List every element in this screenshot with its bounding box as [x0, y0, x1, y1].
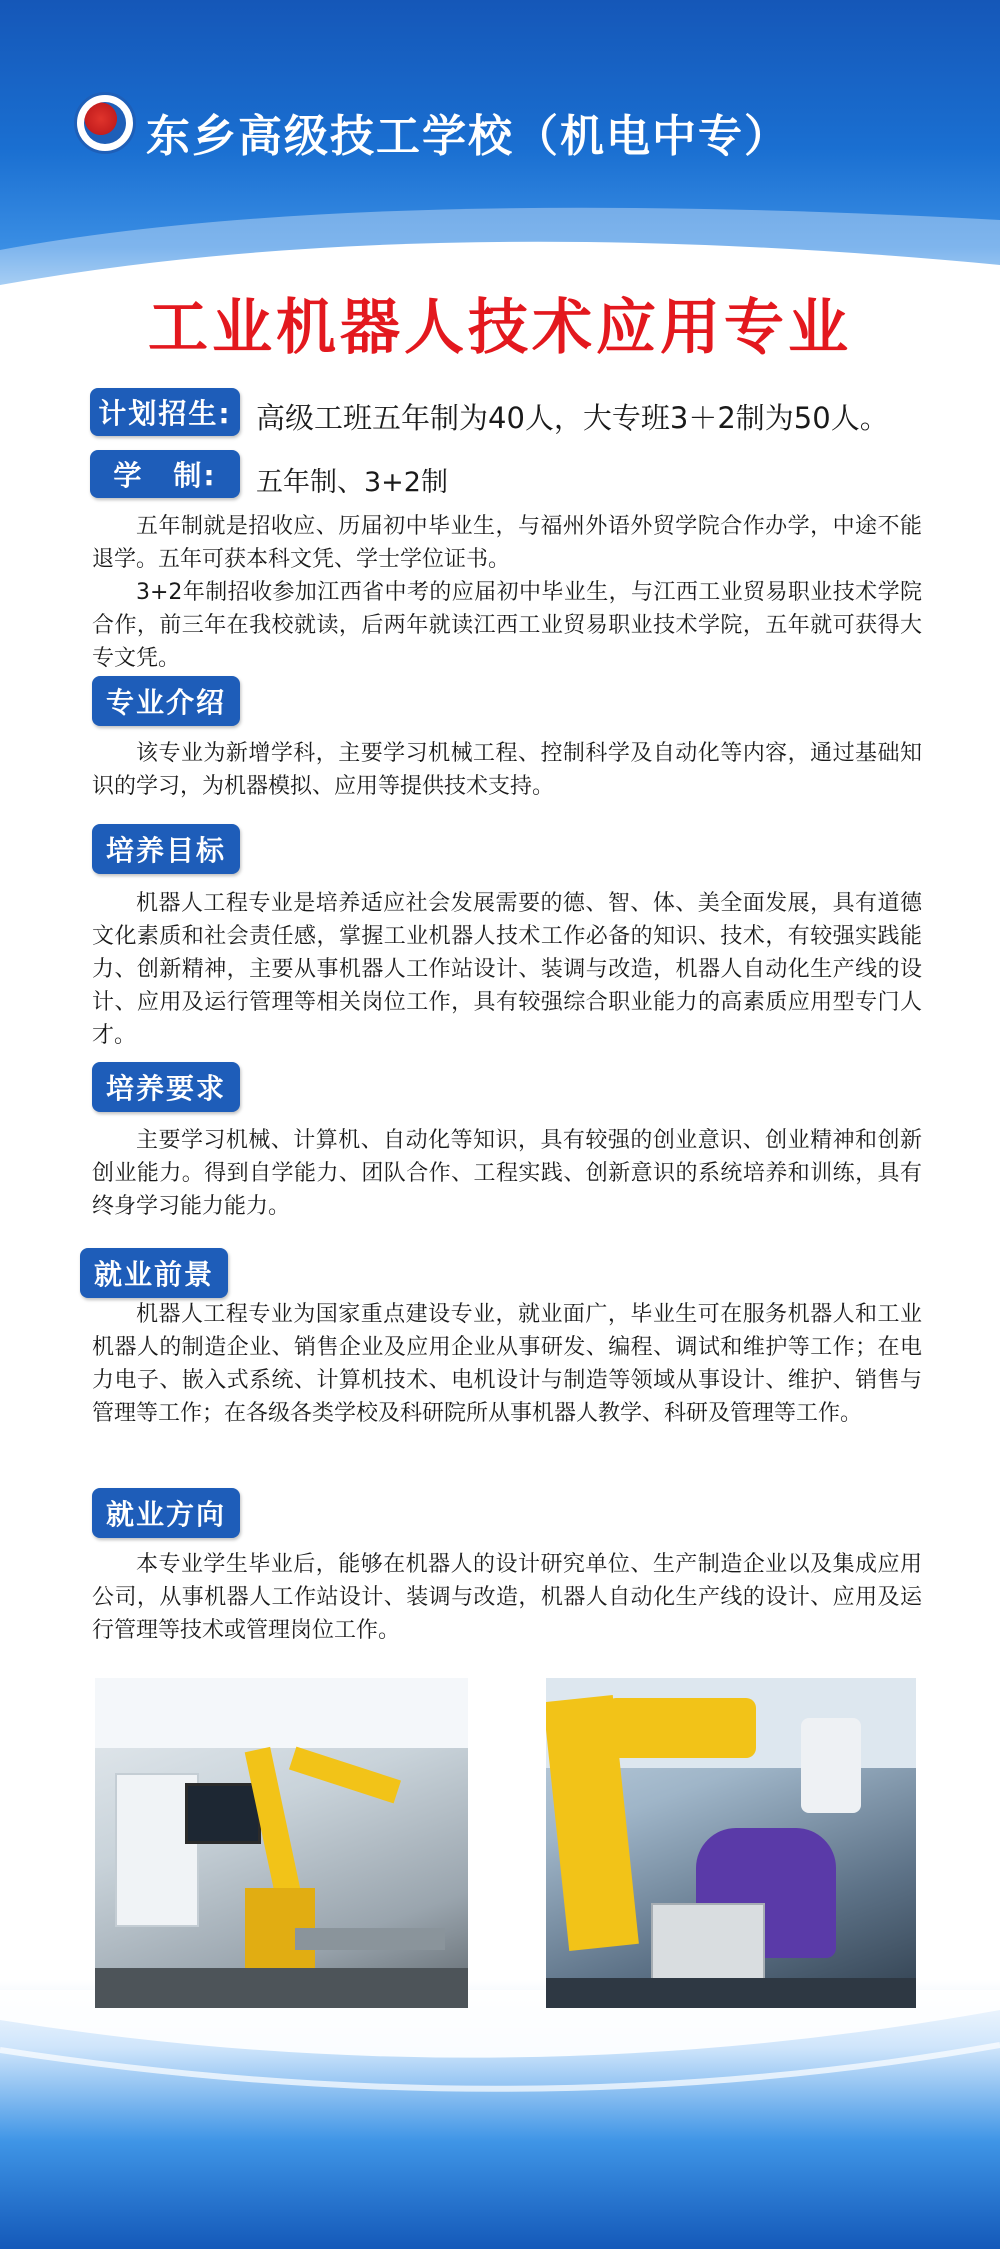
section-text-prospects: 机器人工程专业为国家重点建设专业，就业面广，毕业生可在服务机器人和工业机器人的制造企业、销售企业及应用企业从事研发、编程、调试和维护等工作；在电力电子、嵌入式系统、计算机技术、电机设计与制造等领域从事设计、维护、销售与管理等工作；在各级各类学校及科研院所从事机器人教学、科研及管理等工作。	[92, 1302, 922, 1426]
schooling-value: 五年制、3+2制	[256, 467, 448, 498]
school-logo	[74, 92, 136, 154]
enrollment-label: 计划招生:	[90, 388, 240, 436]
major-title: 工业机器人技术应用专业	[148, 293, 852, 363]
schooling-label: 学 制:	[90, 450, 240, 498]
section-text-requirements: 主要学习机械、计算机、自动化等知识，具有较强的创业意识、创业精神和创新创业能力。得到自学能力、团队合作、工程实践、创新意识的系统培养和训练，具有终身学习能力能力。	[92, 1128, 922, 1219]
photo-right-robot-head	[606, 1698, 756, 1758]
enrollment-value: 高级工班五年制为40人，大专班3＋2制为50人。	[256, 401, 889, 435]
section-heading-intro: 专业介绍	[92, 676, 240, 726]
photo-right-white-robot	[801, 1718, 861, 1813]
robot-photo-right	[546, 1678, 916, 2008]
photo-left-monitor	[185, 1783, 261, 1844]
section-text-intro: 该专业为新增学科，主要学习机械工程、控制科学及自动化等内容，通过基础知识的学习，为机器模拟、应用等提供技术支持。	[92, 741, 922, 799]
section-heading-direction: 就业方向	[92, 1488, 240, 1538]
section-heading-requirements: 培养要求	[92, 1062, 240, 1112]
robot-photo-left	[95, 1678, 468, 2008]
photo-left-ceiling	[95, 1678, 468, 1748]
section-heading-goal: 培养目标	[92, 824, 240, 874]
section-text-direction: 本专业学生毕业后，能够在机器人的设计研究单位、生产制造企业以及集成应用公司，从事机器人工作站设计、装调与改造，机器人自动化生产线的设计、应用及运行管理等技术或管理岗位工作。	[92, 1552, 922, 1643]
logo-emblem-icon	[84, 102, 126, 144]
schooling-paragraph-1: 五年制就是招收应、历届初中毕业生，与福州外语外贸学院合作办学，中途不能退学。五年可获本科文凭、学士学位证书。	[92, 514, 922, 572]
photo-left-floor	[95, 1968, 468, 2008]
section-heading-prospects: 就业前景	[80, 1248, 228, 1298]
section-text-goal: 机器人工程专业是培养适应社会发展需要的德、智、体、美全面发展，具有道德文化素质和社会责任感，掌握工业机器人技术工作必备的知识、技术，有较强实践能力、创新精神，主要从事机器人工作站设计、装调与改造，机器人自动化生产线的设计、应用及运行管理等相关岗位工作，具有较强综合职业能力的高素质应用型专门人才。	[92, 891, 922, 1048]
photo-right-device	[651, 1903, 765, 1987]
school-name: 东乡高级技工学校（机电中专）	[146, 111, 790, 162]
schooling-paragraph-2: 3+2年制招收参加江西省中考的应届初中毕业生，与江西工业贸易职业技术学院合作，前三年在我校就读，后两年就读江西工业贸易职业技术学院，五年就可获得大专文凭。	[92, 580, 922, 671]
photo-left-work-table	[295, 1928, 445, 1950]
photo-right-floor	[546, 1978, 916, 2008]
footer-swoosh	[0, 1990, 1000, 2110]
photo-left-robot-forearm	[289, 1747, 401, 1804]
